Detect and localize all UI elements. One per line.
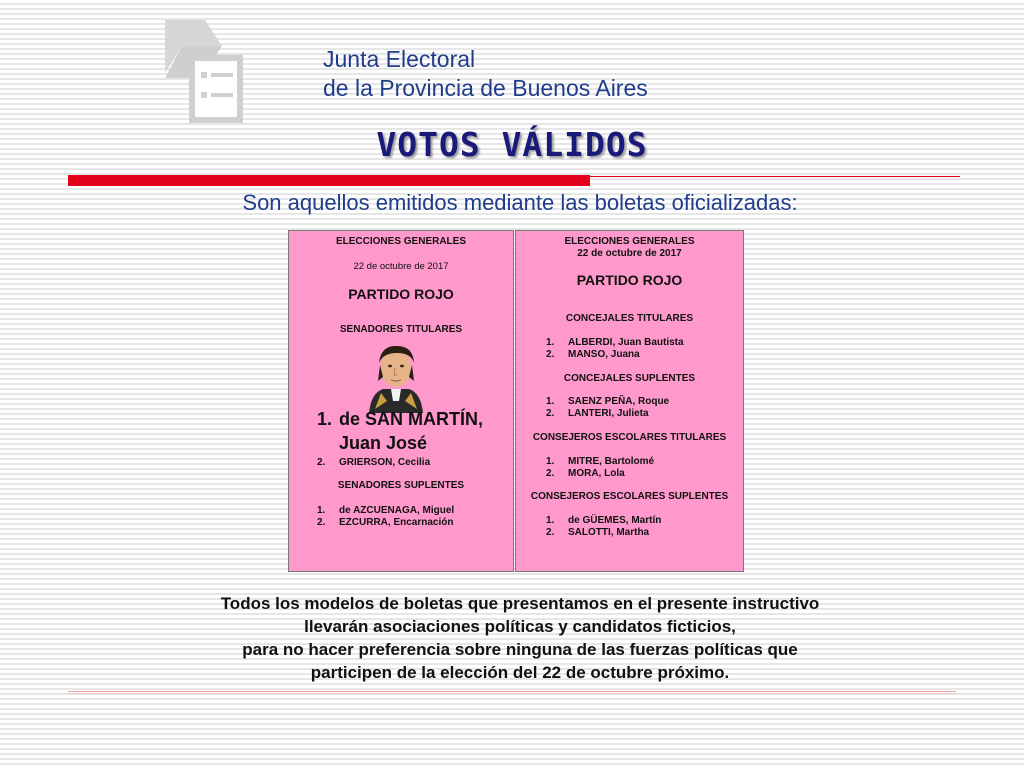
ballot-section-titulares: SENADORES TITULARES — [339, 324, 463, 335]
candidate-1-name-line2: Juan José — [339, 433, 428, 453]
org-line-2: de la Provincia de Buenos Aires — [323, 75, 648, 101]
ballot-section-suplentes: SENADORES SUPLENTES — [337, 480, 465, 491]
list-item: 1. SAENZ PEÑA, Roque — [546, 396, 670, 407]
disclaimer-line-4: participen de la elección del 22 de octubre próximo. — [310, 663, 730, 682]
ballot-party: PARTIDO ROJO — [348, 286, 454, 302]
ballot-section-2: CONCEJALES SUPLENTES — [563, 373, 696, 384]
disclaimer-line-2: llevarán asociaciones políticas y candidatos ficticios, — [304, 617, 736, 636]
list-item: 2. MANSO, Juana — [546, 349, 640, 360]
junta-electoral-logo-icon — [160, 18, 250, 128]
ballot-election-label: ELECCIONES GENERALES — [335, 236, 467, 247]
ballot-council — [515, 230, 744, 572]
disclaimer-line-1: Todos los modelos de boletas que presentamos en el presente instructivo — [220, 594, 820, 613]
title-red-line — [590, 176, 960, 177]
ballot-date: 22 de octubre de 2017 — [577, 248, 682, 259]
list-item: 2. SALOTTI, Martha — [546, 527, 650, 538]
candidate-1-number: 1. — [317, 409, 333, 429]
list-item: 2. LANTERI, Julieta — [546, 408, 649, 419]
footer-divider-shadow — [68, 693, 956, 694]
list-item: 2. GRIERSON, Cecilia — [317, 457, 431, 468]
slide-title: VOTOS VÁLIDOS — [376, 125, 648, 164]
ballot-section-3: CONSEJEROS ESCOLARES TITULARES — [532, 432, 727, 443]
disclaimer-line-3: para no hacer preferencia sobre ninguna de las fuerzas políticas que — [242, 640, 798, 659]
ballot-party: PARTIDO ROJO — [576, 272, 683, 288]
ballot-section-1: CONCEJALES TITULARES — [565, 313, 694, 324]
organization-name — [323, 45, 648, 103]
list-item: 1. ALBERDI, Juan Bautista — [546, 337, 684, 348]
list-item: 1. de GÜEMES, Martín — [546, 515, 662, 526]
ballot-senators — [288, 230, 514, 572]
ballot-section-4: CONSEJEROS ESCOLARES SUPLENTES — [530, 491, 729, 502]
list-item: 1. de AZCUENAGA, Miguel — [317, 505, 455, 516]
disclaimer-text — [0, 592, 1024, 684]
org-line-1: Junta Electoral — [323, 46, 476, 72]
candidate-1-name-line1: de SAN MARTÍN, — [339, 409, 483, 429]
ballot-date: 22 de octubre de 2017 — [353, 261, 449, 272]
list-item: 1. MITRE, Bartolomé — [546, 456, 655, 467]
slide-subtitle: Son aquellos emitidos mediante las boletas oficializadas: — [242, 190, 798, 215]
list-item: 2. EZCURRA, Encarnación — [317, 517, 454, 528]
footer-divider — [68, 691, 956, 692]
list-item: 2. MORA, Lola — [546, 468, 625, 479]
ballot-election-label: ELECCIONES GENERALES — [564, 236, 695, 247]
candidate-portrait-icon — [361, 341, 431, 413]
title-red-bar — [68, 175, 590, 186]
